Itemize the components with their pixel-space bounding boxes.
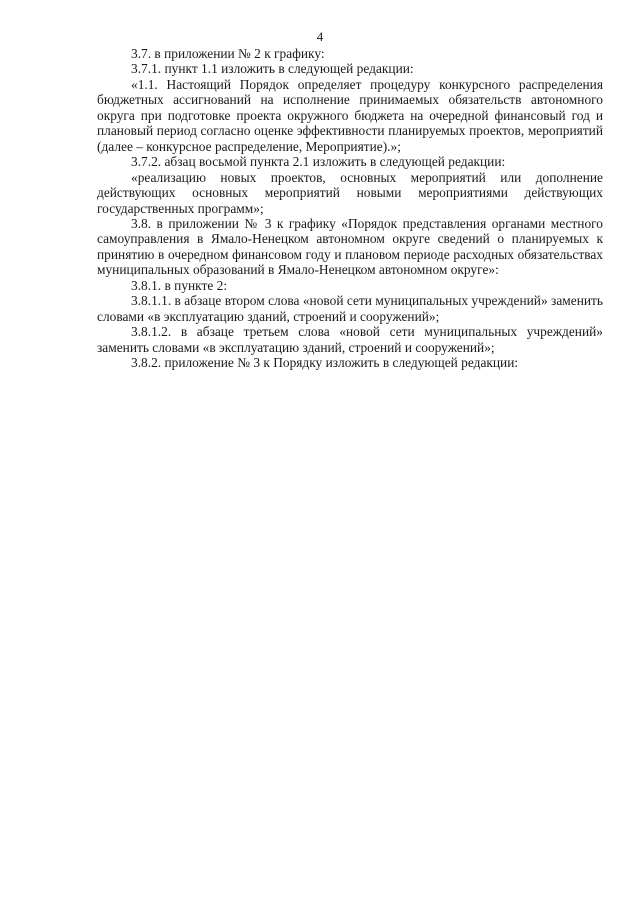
paragraph-3-8-1: 3.8.1. в пункте 2: (131, 277, 228, 293)
document-body (97, 46, 603, 371)
paragraph-3-7-1: 3.7.1. пункт 1.1 изложить в следующей редакции: (131, 61, 414, 77)
page-number: 4 (316, 29, 324, 44)
paragraph-3-7-2: 3.7.2. абзац восьмой пункта 2.1 изложить в следующей редакции: (131, 154, 506, 170)
paragraph-3-8: 3.8. в приложении № 3 к графику «Порядок представления органами местного самоуправления в Ямало-Ненецком автономном округе сведений о планируемых к принятию в очередном финансовом году и плановом периоде расходных обязательствах муниципальных образований в Ямало-Ненецком автономном округе»: (97, 215, 603, 278)
paragraph-3-8-1-2: 3.8.1.2. в абзаце третьем слова «новой сети муниципальных учреждений» заменить словами «в эксплуатацию зданий, строений и сооружений»; (97, 324, 603, 355)
paragraph-quote-realization: «реализацию новых проектов, основных мероприятий или дополнение действующих основных мероприятий новыми мероприятиями действующих государственных программ»; (97, 169, 603, 216)
paragraph-3-7: 3.7. в приложении № 2 к графику: (131, 46, 325, 61)
paragraph-3-8-2: 3.8.2. приложение № 3 к Порядку изложить в следующей редакции: (131, 355, 519, 371)
paragraph-quote-1-1: «1.1. Настоящий Порядок определяет процедуру конкурсного распределения бюджетных ассигнований на исполнение принимаемых обязательств автономного округа при подготовке проекта окружного бюджета на очередной финансовый год и плановый период согласно оценке эффективности планируемых проектов, мероприятий (далее – конкурсное распределение, Мероприятие).»; (97, 76, 603, 154)
paragraph-3-8-1-1: 3.8.1.1. в абзаце втором слова «новой сети муниципальных учреждений» заменить словами «в эксплуатацию зданий, строений и сооружений»; (97, 293, 603, 324)
